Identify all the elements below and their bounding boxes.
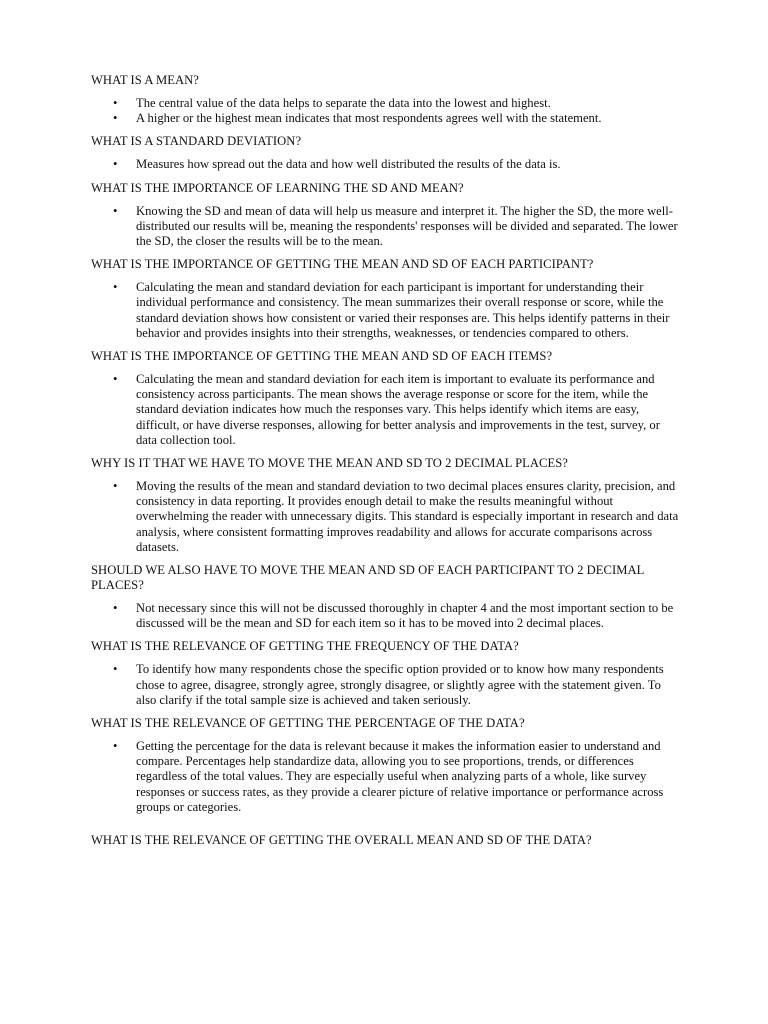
list-item bbox=[91, 662, 680, 708]
question-heading: WHAT IS A MEAN? bbox=[91, 73, 199, 87]
question-heading: WHAT IS THE RELEVANCE OF GETTING THE OVERALL MEAN AND SD OF THE DATA? bbox=[91, 833, 592, 848]
answer-list bbox=[91, 662, 680, 708]
question-heading: SHOULD WE ALSO HAVE TO MOVE THE MEAN AND SD OF EACH PARTICIPANT TO 2 DECIMAL PLACES? bbox=[91, 563, 644, 593]
answer-text: To identify how many respondents chose the specific option provided or to know how many respondents chose to agree, disagree, strongly agree, strongly disagree, or slightly agree with the statement given. To also clarify if the total sample size is achieved and taken seriously. bbox=[136, 662, 664, 707]
question-heading: WHAT IS THE IMPORTANCE OF GETTING THE MEAN AND SD OF EACH PARTICIPANT? bbox=[91, 257, 594, 272]
list-item bbox=[91, 601, 680, 631]
answer-text: The central value of the data helps to separate the data into the lowest and highest. bbox=[136, 96, 551, 110]
answer-list bbox=[91, 96, 680, 126]
answer-list bbox=[91, 204, 680, 250]
question-heading: WHAT IS THE RELEVANCE OF GETTING THE PERCENTAGE OF THE DATA? bbox=[91, 716, 525, 731]
bullet-icon: • bbox=[113, 280, 118, 295]
bullet-icon: • bbox=[113, 111, 118, 126]
answer-text: Calculating the mean and standard deviation for each item is important to evaluate its performance and consistency across participants. The mean shows the average response or score for the item, while the standard deviation indicates how much the responses vary. This helps identify which items are easy, difficult, or have diverse responses, allowing for better analysis and improvements in the test, survey, or data collection tool. bbox=[136, 372, 660, 447]
answer-text: Not necessary since this will not be discussed thoroughly in chapter 4 and the most important section to be discussed will be the mean and SD for each item so it has to be moved into 2 decimal places. bbox=[136, 601, 674, 631]
answer-text: Moving the results of the mean and standard deviation to two decimal places ensures clarity, precision, and consistency in data reporting. It provides enough detail to make the results meaningful without overwhelming the reader with unnecessary digits. This standard is especially important in research and data analysis, where consistent formatting improves readability and allows for accurate comparisons across datasets. bbox=[136, 479, 679, 554]
answer-list bbox=[91, 479, 680, 555]
list-item bbox=[91, 479, 680, 555]
list-item bbox=[91, 280, 680, 341]
question-heading: WHAT IS THE IMPORTANCE OF LEARNING THE SD AND MEAN? bbox=[91, 180, 464, 195]
list-item bbox=[91, 111, 680, 126]
answer-text: Getting the percentage for the data is relevant because it makes the information easier to understand and compare. Percentages help standardize data, allowing you to see proportions, trends, or differences regardless of the total values. They are especially useful when analyzing parts of a whole, like survey responses or success rates, as they provide a clearer picture of relative importance or performance across groups or categories. bbox=[136, 739, 664, 814]
bullet-icon: • bbox=[113, 157, 118, 172]
list-item bbox=[91, 204, 680, 250]
bullet-icon: • bbox=[113, 479, 118, 494]
list-item bbox=[91, 739, 680, 815]
question-heading: WHAT IS THE RELEVANCE OF GETTING THE FREQUENCY OF THE DATA? bbox=[91, 639, 519, 654]
question-heading: WHY IS IT THAT WE HAVE TO MOVE THE MEAN AND SD TO 2 DECIMAL PLACES? bbox=[91, 456, 568, 471]
list-item bbox=[91, 372, 680, 448]
answer-list bbox=[91, 739, 680, 815]
bullet-icon: • bbox=[113, 372, 118, 387]
bullet-icon: • bbox=[113, 203, 118, 218]
question-heading: WHAT IS A STANDARD DEVIATION? bbox=[91, 134, 302, 149]
answer-list bbox=[91, 372, 680, 448]
answer-text: Calculating the mean and standard deviation for each participant is important for understanding their individual performance and consistency. The mean summarizes their overall response or score, while the standard deviation shows how consistent or varied their responses are. This helps identify patterns in their behavior and provides insights into their strengths, weaknesses, or tendencies compared to others. bbox=[136, 280, 670, 340]
bullet-icon: • bbox=[113, 662, 118, 677]
answer-list bbox=[91, 280, 680, 341]
list-item bbox=[91, 157, 680, 172]
bullet-icon: • bbox=[113, 96, 118, 110]
question-heading: WHAT IS THE IMPORTANCE OF GETTING THE MEAN AND SD OF EACH ITEMS? bbox=[91, 349, 553, 364]
answer-text: Knowing the SD and mean of data will help us measure and interpret it. The higher the SD, the more well-distributed our results will be, meaning the respondents' responses will be divided and separated. The lower the SD, the closer the results will be to the mean. bbox=[136, 203, 678, 249]
bullet-icon: • bbox=[113, 739, 118, 754]
answer-list bbox=[91, 157, 680, 172]
answer-list bbox=[91, 601, 680, 631]
answer-text: Measures how spread out the data and how well distributed the results of the data is. bbox=[136, 157, 561, 172]
bullet-icon: • bbox=[113, 601, 118, 616]
answer-text: A higher or the highest mean indicates that most respondents agrees well with the statement. bbox=[136, 111, 602, 126]
list-item bbox=[91, 96, 680, 111]
